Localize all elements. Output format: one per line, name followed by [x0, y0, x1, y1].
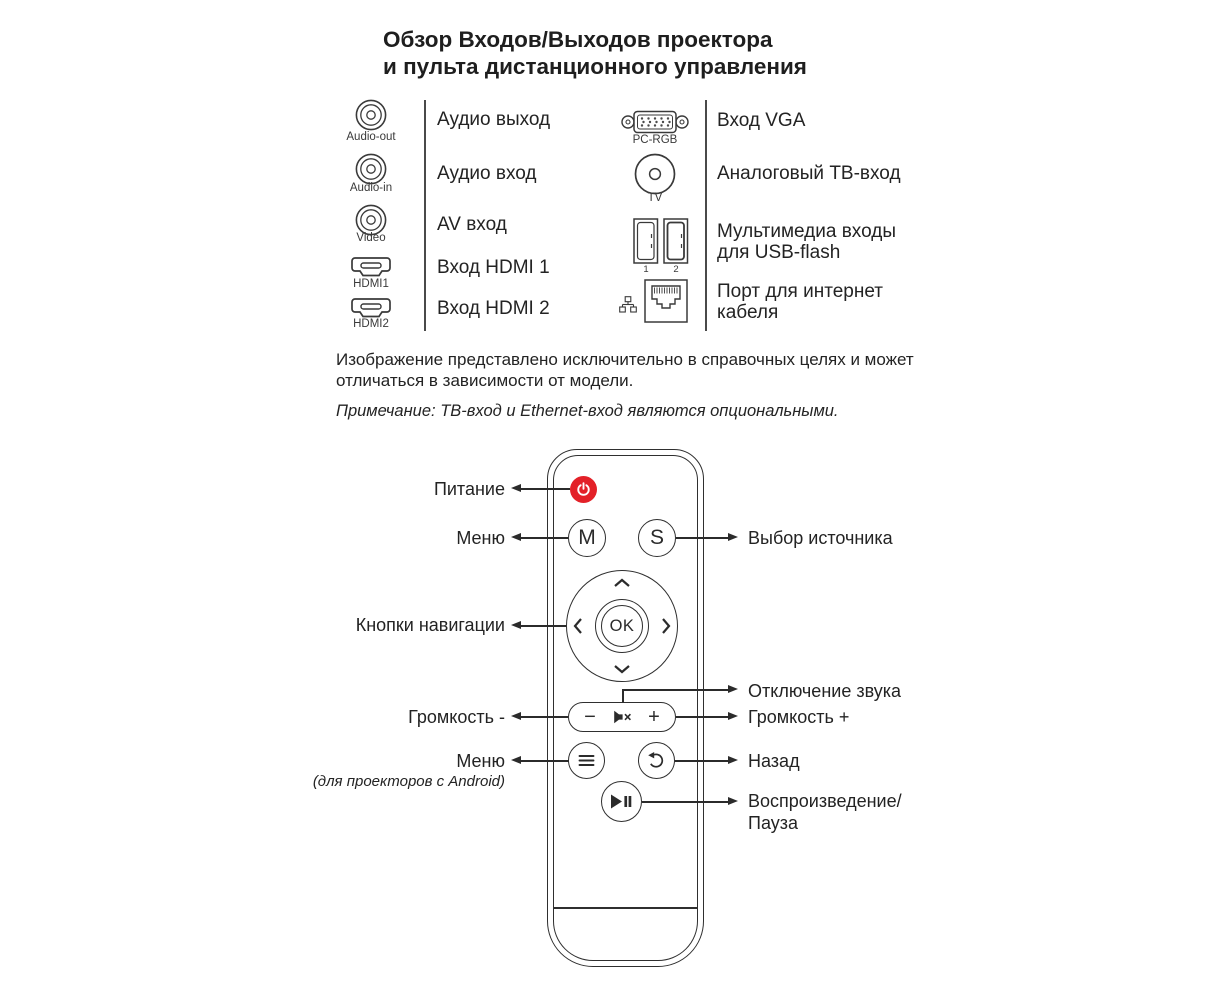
hdmi-port-icon — [350, 256, 392, 280]
rca-jack-icon — [355, 153, 387, 185]
io-label-audio-out: Аудио выход — [437, 109, 551, 130]
callout-arrow-mute — [622, 689, 728, 691]
callout-navigation: Кнопки навигации — [355, 615, 505, 635]
port-label-audio-in: Audio-in — [349, 182, 393, 194]
io-label-ethernet-line2: кабеля — [717, 302, 779, 323]
callout-menu: Меню — [456, 528, 505, 548]
port-label-video: Video — [356, 232, 386, 244]
callout-arrow-mute-vertical — [622, 690, 624, 703]
usb-port-number-1: 1 — [643, 264, 649, 275]
back-button — [638, 742, 675, 779]
back-icon — [647, 751, 667, 771]
arrow-left-icon — [511, 621, 521, 629]
usb-ports-icon — [633, 218, 689, 264]
disclaimer-line1: Изображение представлено исключительно в справочных целях и может — [336, 350, 914, 369]
io-label-usb-line2: для USB-flash — [717, 242, 841, 263]
callout-android-menu-sub: (для проекторов с Android) — [312, 773, 505, 790]
callout-power: Питание — [433, 479, 505, 499]
io-label-usb-line1: Мультимедиа входы — [717, 221, 896, 242]
callout-arrow-power — [521, 488, 570, 490]
play-pause-icon — [611, 794, 632, 809]
volume-up-button: + — [648, 706, 660, 728]
arrow-left-icon — [511, 756, 521, 764]
arrow-left-icon — [511, 533, 521, 541]
callout-arrow-android-menu — [521, 760, 569, 762]
io-label-av: AV вход — [437, 214, 507, 235]
page-title-line2: и пульта дистанционного управления — [383, 54, 807, 79]
arrow-right-icon — [728, 533, 738, 541]
chevron-down-icon — [613, 664, 631, 674]
power-button — [570, 476, 597, 503]
volume-down-button: − — [584, 706, 596, 728]
callout-play-pause-line2: Пауза — [748, 813, 799, 833]
chevron-left-icon — [573, 617, 583, 635]
callout-volume-down: Громкость - — [408, 707, 505, 727]
page-title — [383, 26, 807, 80]
arrow-left-icon — [511, 484, 521, 492]
port-label-pc-rgb: PC-RGB — [632, 134, 678, 146]
callout-arrow-volume-up — [676, 716, 728, 718]
arrow-right-icon — [728, 756, 738, 764]
tv-coax-port-icon — [633, 152, 677, 196]
callout-volume-up: Громкость + — [748, 707, 850, 727]
io-label-hdmi1: Вход HDMI 1 — [437, 257, 550, 278]
io-label-ethernet-line1: Порт для интернет — [717, 281, 883, 302]
page-title-line1: Обзор Входов/Выходов проектора — [383, 27, 773, 52]
io-label-tv: Аналоговый ТВ-вход — [717, 163, 901, 184]
usb-port-number-2: 2 — [673, 264, 679, 275]
chevron-right-icon — [661, 617, 671, 635]
callout-arrow-back — [675, 760, 728, 762]
divider — [424, 100, 426, 331]
network-icon — [619, 296, 637, 313]
callout-play-pause-line1: Воспроизведение/ — [748, 791, 902, 811]
port-label-audio-out: Audio-out — [346, 131, 396, 143]
callout-mute: Отключение звука — [748, 681, 902, 701]
port-label-tv: TV — [647, 192, 663, 204]
remote-bottom-divider — [554, 907, 697, 909]
callout-arrow-play-pause — [642, 801, 728, 803]
io-label-audio-in: Аудио вход — [437, 163, 537, 184]
io-label-hdmi2: Вход HDMI 2 — [437, 298, 550, 319]
chevron-up-icon — [613, 578, 631, 588]
arrow-left-icon — [511, 712, 521, 720]
arrow-right-icon — [728, 685, 738, 693]
rca-jack-icon — [355, 99, 387, 131]
callout-arrow-menu — [521, 537, 568, 539]
divider — [705, 100, 707, 331]
callout-android-menu: Меню — [456, 751, 505, 771]
power-icon — [576, 482, 591, 497]
menu-hamburger-button — [568, 742, 605, 779]
ok-button-label: OK — [609, 616, 635, 635]
ok-button — [601, 605, 643, 647]
callout-back: Назад — [748, 751, 800, 771]
port-label-hdmi2: HDMI2 — [353, 318, 389, 330]
arrow-right-icon — [728, 797, 738, 805]
callout-arrow-volume-down — [521, 716, 568, 718]
vga-port-icon — [621, 107, 689, 137]
callout-arrow-source — [676, 537, 728, 539]
source-s-button — [638, 519, 676, 557]
callout-arrow-navigation — [521, 625, 566, 627]
optional-note: Примечание: ТВ-вход и Ethernet-вход являются опциональными. — [336, 402, 839, 420]
ethernet-port-icon — [644, 279, 688, 323]
menu-m-button-label: M — [578, 526, 596, 549]
io-label-vga: Вход VGA — [717, 110, 806, 131]
menu-m-button — [568, 519, 606, 557]
source-s-button-label: S — [649, 526, 664, 549]
callout-source: Выбор источника — [748, 528, 893, 548]
arrow-right-icon — [728, 712, 738, 720]
port-label-hdmi1: HDMI1 — [353, 278, 389, 290]
play-pause-button — [601, 781, 642, 822]
hamburger-icon — [578, 754, 595, 767]
disclaimer-line2: отличаться в зависимости от модели. — [336, 371, 634, 390]
mute-icon — [611, 710, 632, 724]
